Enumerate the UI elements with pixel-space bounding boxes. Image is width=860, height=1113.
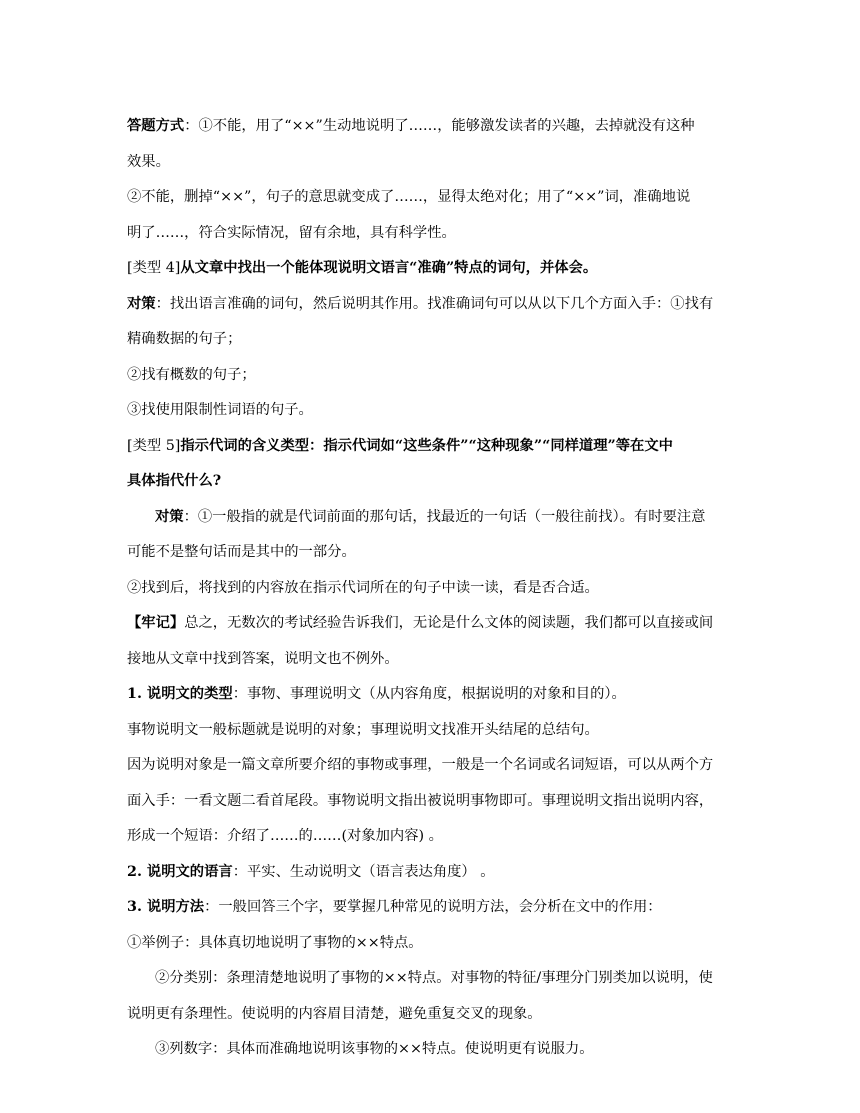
bold-heading: 具体指代什么?: [127, 473, 222, 489]
remember-line-1: [127, 613, 742, 633]
type-prefix: [类型 4]: [127, 260, 181, 276]
bold-label: 2. 说明文的语言: [127, 864, 233, 880]
section-2-heading: [127, 862, 742, 882]
remember-line-2: [127, 649, 742, 669]
answer-format-line-2: [127, 152, 742, 172]
line-text: ②分类别：条理清楚地说明了事物的××特点。对事物的特征/事理分门别类加以说明，使: [155, 970, 713, 986]
type-5-heading-cont: [127, 471, 742, 491]
section-1-heading: [127, 684, 742, 704]
line-text: 面入手：一看文题二看首尾段。事物说明文指出被说明事物即可。事理说明文指出说明内容，: [127, 793, 714, 809]
strategy-line-4: [127, 400, 742, 420]
bold-heading: 从文章中找出一个能体现说明文语言“准确”特点的词句，并体会。: [180, 260, 598, 276]
method-example-line: [127, 933, 742, 953]
section-1-line-3: [127, 791, 742, 811]
line-text: ①举例子：具体真切地说明了事物的××特点。: [127, 935, 423, 951]
type-4-heading: [127, 258, 742, 278]
line-text: ②不能，删掉“××”，句子的意思就变成了……，显得太绝对化；用了“××”词，准确地说: [127, 189, 691, 205]
bold-label: 对策: [127, 296, 156, 312]
line-text: ②找有概数的句子；: [127, 367, 256, 383]
bold-label: 3. 说明方法: [127, 899, 205, 915]
line-text: ：一般回答三个字，要掌握几种常见的说明方法，会分析在文中的作用：: [204, 899, 662, 915]
line-text: ：①一般指的就是代词前面的那句话，找最近的一句话（一般往前找）。有时要注意: [183, 509, 706, 525]
line-text: 形成一个短语：介绍了……的……(对象加内容) 。: [127, 828, 443, 844]
answer-format-line-1: [127, 116, 742, 136]
line-text: 明了……，符合实际情况，留有余地，具有科学性。: [127, 225, 456, 241]
line-text: 效果。: [127, 154, 170, 170]
strategy-5-line-2: [127, 542, 742, 562]
line-text: 总之，无数次的考试经验告诉我们，无论是什么文体的阅读题，我们都可以直接或间: [184, 615, 714, 631]
line-text: 事物说明文一般标题就是说明的对象；事理说明文找准开头结尾的总结句。: [127, 722, 599, 738]
strategy-5-line-1: [155, 507, 742, 527]
line-text: 因为说明对象是一篇文章所要介绍的事物或事理，一般是一个名词或名词短语，可以从两个方: [127, 757, 714, 773]
line-text: ：①不能，用了“××”生动地说明了……，能够激发读者的兴趣，去掉就没有这种: [184, 118, 695, 134]
method-numbers-line: [155, 1039, 742, 1059]
line-text: ③列数字：具体而准确地说明该事物的××特点。使说明更有说服力。: [155, 1041, 594, 1057]
line-text: 可能不是整句话而是其中的一部分。: [127, 544, 356, 560]
line-text: 接地从文章中找到答案，说明文也不例外。: [127, 651, 399, 667]
line-text: ②找到后，将找到的内容放在指示代词所在的句子中读一读，看是否合适。: [127, 580, 599, 596]
bold-label: 答题方式: [127, 118, 185, 134]
answer-format-line-3: [127, 187, 742, 207]
section-1-line-4: [127, 826, 742, 846]
strategy-line-3: [127, 365, 742, 385]
bold-heading: 指示代词的含义类型：指示代词如“这些条件”“这种现象”“同样道理”等在文中: [180, 438, 673, 454]
strategy-5-line-3: [127, 578, 742, 598]
line-text: ：平实、生动说明文（语言表达角度） 。: [232, 864, 495, 880]
line-text: ③找使用限制性词语的句子。: [127, 402, 313, 418]
strategy-line-1: [127, 294, 742, 314]
answer-format-line-4: [127, 223, 742, 243]
section-3-heading: [127, 897, 742, 917]
method-classify-line-2: [127, 1004, 742, 1024]
line-text: ：事物、事理说明文（从内容角度，根据说明的对象和目的）。: [232, 686, 626, 702]
strategy-line-2: [127, 329, 742, 349]
bold-label: 1. 说明文的类型: [127, 686, 233, 702]
line-text: 说明更有条理性。使说明的内容眉目清楚，避免重复交叉的现象。: [127, 1006, 542, 1022]
line-text: 精确数据的句子；: [127, 331, 242, 347]
bold-label: 【牢记】: [127, 615, 185, 631]
bold-label: 对策: [155, 509, 184, 525]
type-5-heading: [127, 436, 742, 456]
type-prefix: [类型 5]: [127, 438, 181, 454]
section-1-line-2: [127, 755, 742, 775]
section-1-line-1: [127, 720, 742, 740]
method-classify-line-1: [155, 968, 742, 988]
line-text: ：找出语言准确的词句，然后说明其作用。找准确词句可以从以下几个方面入手：①找有: [155, 296, 714, 312]
